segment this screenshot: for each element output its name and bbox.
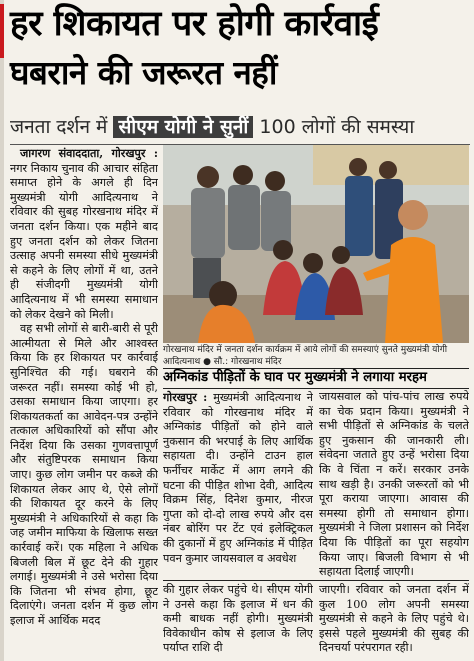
page-edge-strip [0,0,4,661]
subheadline-before: जनता दर्शन में [10,116,108,138]
article-bottom-column-2 [319,583,469,659]
article-bottom-text-2: जाएगी। रविवार को जनता दर्शन में कुल 100 लोग अपनी समस्या मुख्यमंत्री से कहने के लिए पहुंचे थे। इससे पहले मुख्यमंत्री की सुबह की दिनचर्या परंपरागत रही। [319,583,469,655]
headline-line-2: घबराने की जरूरत नहीं [10,53,277,92]
dateline: जागरण संवाददाता, गोरखपुर : [20,146,158,160]
sub-article-column-1 [163,390,313,580]
sub-article-bottom-rule [163,580,469,581]
article-bottom-text-1: की गुहार लेकर पहुंचे थे। सीएम योगी ने उनसे कहा कि इलाज में धन की कमी बाधक नहीं होगी। मुख्यमंत्री विवेकाधीन कोष से इलाज के लिए पर्याप्त राशि दी [163,583,313,655]
headline-line-1: हर शिकायत पर होगी कार्रवाई [10,4,379,44]
sub-article-text-1: मुख्यमंत्री आदित्यनाथ ने रविवार को गोरखनाथ मंदिर में अग्निकांड पीड़ितों को होने वाले नुकसान की भरपाई के लिए आर्थिक सहायता दी। उन्होंने टाउन हाल फर्नीचर मार्केट में आग लगने की घटना की पीड़ित शोभा देवी, आदित्य विक्रम सिंह, दिनेश कुमार, नीरज गुप्ता को दो-दो लाख रुपये और दस नंबर बोरिंग पर टेंट एवं इलेक्ट्रिकल की दुकानों में हुए अग्निकांड में पीड़ित पवन कुमार जायसवाल व अवधेश [163,391,313,565]
article-left-column [10,146,158,660]
sub-article-text-2: जायसवाल को पांच-पांच लाख रुपये का चेक प्रदान किया। मुख्यमंत्री ने सभी पीड़ितों से अग्निकांड के चलते हुए नुकसान की जानकारी ली। संवेदना जताते हुए उन्हें भरोसा दिया कि वे चिंता न करें। सरकार उनके साथ खड़ी है। उनकी जरूरतों को भी पूरा कराया जाएगा। आवास की समस्या होगी तो समाधान होगा। मुख्यमंत्री ने जिला प्रशासन को निर्देश दिया कि पीड़ितों का पूरा सहयोग किया जाए। बिजली विभाग से भी सहायता दिलाई जाएगी। [319,390,469,579]
sub-article-headline: अग्निकांड पीड़ितों के घाव पर मुख्यमंत्री ने लगाया मरहम [163,370,427,385]
sub-article-dateline: गोरखपुर : [163,390,208,404]
sub-article-column-2 [319,390,469,580]
subheadline-highlight: सीएम योगी ने सुनीं [113,116,253,138]
photo-caption: गोरखनाथ मंदिर में जनता दर्शन कार्यक्रम में आये लोगों की समस्याएं सुनते मुख्यमंत्री योगी आदित्यनाथ ● सौ.: गोरखनाथ मंदिर [163,345,448,367]
photo-illustration [163,145,469,343]
subheadline [10,112,470,142]
paragraph-1: नगर निकाय चुनाव की आचार संहिता समाप्त होने के अगले ही दिन मुख्यमंत्री योगी आदित्यनाथ ने रविवार की सुबह गोरखनाथ मंदिर में जनता दर्शन किया। एक महीने बाद हुए जनता दर्शन को लेकर जितना उत्साह अपनी समस्या सीधे मुख्यमंत्री से कहने के लिए लोगों में था, उतने ही संजीदगी मुख्यमंत्री योगी आदित्यनाथ में भी समस्या समाधान को लेकर देखने को मिली। [10,161,158,321]
news-photo [163,145,469,343]
article-bottom-column-1 [163,583,313,659]
page-edge-red-mark [0,4,4,58]
subheadline-after: 100 लोगों की समस्या [259,116,415,138]
sub-article-headline-rule [163,388,469,389]
paragraph-2: वह सभी लोगों से बारी-बारी से पूरी आत्मीयता से मिले और आश्वस्त किया कि हर शिकायत पर कार्रवाई सुनिश्चित की गई। घबराने की जरूरत नहीं। समस्या कोई भी हो, उसका समाधान किया जाएगा। हर शिकायतकर्ता का आवेदन-पत्र उन्होंने तत्काल अधिकारियों को सौंपा और निर्देश दिया कि उसका गुणवत्तापूर्ण और संतुष्टिपरक समाधान किया जाए। कुछ लोग जमीन पर कब्जे की शिकायत लेकर आए थे, ऐसे लोगों की शिकायत दूर करने के लिए मुख्यमंत्री ने अधिकारियों से कहा कि जह जमीन माफिया के खिलाफ सख्त कार्रवाई करें। एक महिला ने अधिक बिजली बिल में छूट देने की गुहार लगाई। मुख्यमंत्री ने उसे भरोसा दिया कि जितना भी संभव होगा, छूट दिलाएंगे। जनता दर्शन में कुछ लोग इलाज में आर्थिक मदद [10,322,158,627]
